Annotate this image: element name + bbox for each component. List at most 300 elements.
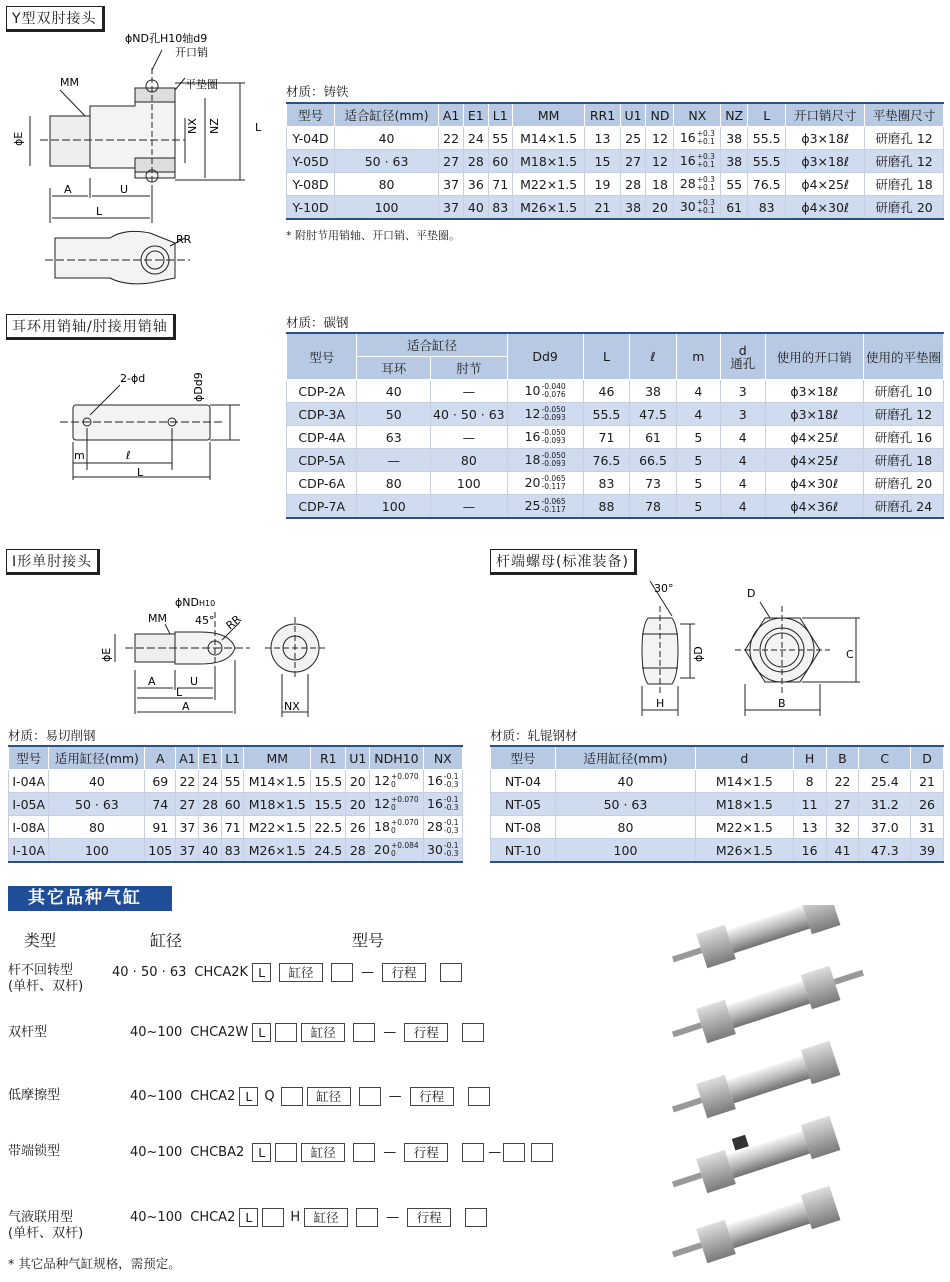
table-cell: 50 · 63 [335, 150, 439, 173]
table-cell: 61 [721, 196, 748, 220]
table-cell: 24 [199, 770, 221, 793]
table-cell: NT-04 [491, 770, 556, 793]
table-cell: 15 [585, 150, 620, 173]
table-cell: 20 -0.065 -0.117 [507, 472, 583, 495]
nut-th: 型号 [491, 746, 556, 770]
table-cell: 25 -0.065 -0.117 [507, 495, 583, 519]
table-cell: M18×1.5 [696, 793, 794, 816]
tolerance: -0.050 -0.093 [541, 428, 566, 446]
i-label-a: A [182, 700, 190, 713]
table-cell: 39 [911, 839, 944, 863]
table-cell: I-05A [9, 793, 49, 816]
table-cell: 47.3 [859, 839, 911, 863]
nut-th: B [826, 746, 859, 770]
table-cell: M18×1.5 [244, 793, 311, 816]
i-label-u1: U [190, 675, 199, 688]
table-cell: 12 -0.050 -0.093 [507, 403, 583, 426]
other-header-model: 型号 [352, 931, 385, 950]
table-cell: M22×1.5 [696, 816, 794, 839]
nut-label-D: D [747, 587, 756, 600]
table-cell: Y-10D [287, 196, 335, 220]
y-th: 适合缸径(mm) [335, 103, 439, 127]
table-cell: 28 +0.3 +0.1 [674, 173, 721, 196]
pin-table [286, 332, 944, 519]
pin-label-dd9: ϕDd9 [192, 372, 205, 402]
table-cell: 80 [357, 472, 431, 495]
table-cell: 18 +0.070 0 [370, 816, 423, 839]
table-cell: 22 [176, 770, 199, 793]
table-cell: 91 [145, 816, 176, 839]
table-cell: 研磨孔 20 [863, 472, 943, 495]
table-cell: 41 [826, 839, 859, 863]
table-cell: NT-10 [491, 839, 556, 863]
table-cell: 55 [488, 127, 512, 150]
table-row [287, 495, 944, 519]
table-cell: 40 · 50 · 63 [431, 403, 508, 426]
y-th: L1 [488, 103, 512, 127]
table-cell: 32 [826, 816, 859, 839]
y-th: A1 [439, 103, 464, 127]
pin-label-l: ℓ [126, 449, 131, 462]
i-th: NX [423, 746, 462, 770]
table-cell: 研磨孔 18 [865, 173, 944, 196]
table-cell: ϕ3×18ℓ [765, 380, 863, 403]
tolerance: -0.050 -0.093 [541, 451, 566, 469]
table-cell: 10 -0.040 -0.076 [507, 380, 583, 403]
pin-th-pin: 使用的开口销 [765, 333, 863, 380]
table-row [287, 127, 944, 150]
cylinder-image-2 [668, 956, 869, 1052]
table-cell: 25 [620, 127, 646, 150]
table-cell: 55.5 [748, 127, 786, 150]
table-cell: 13 [585, 127, 620, 150]
table-cell: 16 +0.3 +0.1 [674, 127, 721, 150]
table-cell: 31 [911, 816, 944, 839]
table-row [287, 380, 944, 403]
table-cell: 36 [464, 173, 488, 196]
table-cell: 83 [488, 196, 512, 220]
i-label-mm: MM [148, 612, 167, 625]
other-row-5: 40~100 CHCA2 L H 缸径 — 行程 [130, 1206, 487, 1228]
nut-table [490, 745, 944, 863]
table-cell: 73 [630, 472, 677, 495]
pin-th-l: ℓ [630, 333, 677, 380]
table-cell: 80 [555, 816, 695, 839]
table-cell: 28 [464, 150, 488, 173]
table-row [287, 150, 944, 173]
y-label-a1: A [64, 183, 72, 196]
section-title-y-joint: Y型双肘接头 [6, 6, 105, 32]
table-cell: 55.5 [748, 150, 786, 173]
table-cell: 18 [646, 173, 674, 196]
table-cell: 研磨孔 12 [863, 403, 943, 426]
i-th: 适用缸径(mm) [49, 746, 145, 770]
table-cell: 20 [346, 793, 370, 816]
y-th: 型号 [287, 103, 335, 127]
table-cell: 22 [439, 127, 464, 150]
tolerance: +0.3 +0.1 [696, 198, 715, 216]
table-row [287, 196, 944, 220]
table-cell: CDP-4A [287, 426, 357, 449]
pin-th-joint: 肘节 [431, 357, 508, 380]
section-title-nut: 杆端螺母(标准装备) [490, 549, 637, 575]
table-cell: 100 [357, 495, 431, 519]
pin-th-model: 型号 [287, 333, 357, 380]
table-cell: 27 [620, 150, 646, 173]
y-th: 开口销尺寸 [786, 103, 865, 127]
tolerance: -0.065 -0.117 [541, 497, 566, 515]
table-cell: 100 [555, 839, 695, 863]
table-row [491, 770, 944, 793]
table-cell: 研磨孔 12 [865, 150, 944, 173]
table-cell: 47.5 [630, 403, 677, 426]
table-cell: — [431, 380, 508, 403]
table-cell: Y-08D [287, 173, 335, 196]
table-cell: 研磨孔 18 [863, 449, 943, 472]
other-row-2: 40~100 CHCA2W L 缸径 — 行程 [130, 1021, 484, 1043]
other-type-2: 双杆型 [8, 1025, 48, 1040]
section-title-pin: 耳环用销轴/肘接用销轴 [6, 314, 176, 340]
table-cell: 37 [176, 816, 199, 839]
table-row [491, 816, 944, 839]
table-cell: 28 [620, 173, 646, 196]
i-joint-drawing [90, 592, 340, 722]
pin-th-d: d 通孔 [720, 333, 765, 380]
pin-drawing [40, 360, 280, 490]
y-label-pin: 开口销 [175, 46, 208, 59]
y-label-mm: MM [60, 76, 79, 89]
table-cell: 83 [748, 196, 786, 220]
pin-th-ring: 耳环 [357, 357, 431, 380]
table-cell: 5 [676, 449, 720, 472]
nut-label-C: C [846, 648, 854, 661]
other-row-1: 40 · 50 · 63 CHCA2K L 缸径 — 行程 [112, 961, 462, 983]
table-cell: 19 [585, 173, 620, 196]
other-type-3: 低摩擦型 [8, 1088, 61, 1103]
table-row [287, 173, 944, 196]
table-cell: 50 · 63 [555, 793, 695, 816]
table-cell: 16 -0.050 -0.093 [507, 426, 583, 449]
tolerance: +0.3 +0.1 [696, 152, 715, 170]
table-cell: 80 [431, 449, 508, 472]
table-cell: 46 [583, 380, 630, 403]
y-label-rr1: RR [176, 233, 192, 246]
table-cell: I-08A [9, 816, 49, 839]
table-cell: M14×1.5 [244, 770, 311, 793]
cylinder-image-3 [668, 1041, 841, 1128]
table-cell: — [357, 449, 431, 472]
i-label-a1: A [148, 675, 156, 688]
table-cell: I-10A [9, 839, 49, 863]
other-type-5: 气液联用型 (单杆、双杆) [8, 1210, 84, 1241]
y-label-u1: U [120, 183, 129, 196]
table-cell: 16 -0.1 -0.3 [423, 793, 462, 816]
table-cell: 60 [488, 150, 512, 173]
y-th: E1 [464, 103, 488, 127]
nut-th: 适用缸径(mm) [555, 746, 695, 770]
table-cell: 20 [346, 770, 370, 793]
table-cell: 66.5 [630, 449, 677, 472]
y-th: 平垫圈尺寸 [865, 103, 944, 127]
pin-th-L: L [583, 333, 630, 380]
table-cell: 40 [357, 380, 431, 403]
table-cell: 26 [911, 793, 944, 816]
table-cell: 61 [630, 426, 677, 449]
tolerance: +0.3 +0.1 [696, 129, 715, 147]
table-row [491, 793, 944, 816]
i-th: U1 [346, 746, 370, 770]
table-cell: 40 [199, 839, 221, 863]
table-cell: M14×1.5 [696, 770, 794, 793]
pin-label-m: m [74, 449, 85, 462]
table-cell: 4 [720, 472, 765, 495]
cylinder-image-5 [668, 1186, 841, 1273]
y-th: L [748, 103, 786, 127]
table-cell: 37 [439, 196, 464, 220]
pin-th-m: m [676, 333, 720, 380]
table-cell: 74 [145, 793, 176, 816]
table-cell: 15.5 [311, 770, 346, 793]
table-cell: 78 [630, 495, 677, 519]
table-cell: 24 [464, 127, 488, 150]
table-cell: CDP-5A [287, 449, 357, 472]
table-cell: 80 [49, 816, 145, 839]
table-cell: 55 [721, 173, 748, 196]
table-cell: M18×1.5 [512, 150, 584, 173]
table-cell: 12 +0.070 0 [370, 793, 423, 816]
table-cell: 26 [346, 816, 370, 839]
table-cell: 4 [676, 380, 720, 403]
y-label-nz: NZ [208, 118, 221, 134]
table-cell: 3 [720, 403, 765, 426]
table-cell: ϕ3×18ℓ [786, 150, 865, 173]
table-cell: 研磨孔 24 [863, 495, 943, 519]
table-cell: 76.5 [583, 449, 630, 472]
y-label-e1: ϕE [12, 131, 25, 146]
y-th: NZ [721, 103, 748, 127]
table-cell: 36 [199, 816, 221, 839]
nut-th: H [793, 746, 826, 770]
table-cell: 100 [335, 196, 439, 220]
table-cell: 105 [145, 839, 176, 863]
y-label-l1: L [96, 205, 103, 218]
i-label-deg: 45° [195, 614, 215, 627]
table-cell: 8 [793, 770, 826, 793]
i-label-e1: ϕE [100, 647, 113, 662]
table-row [9, 816, 463, 839]
table-cell: 37 [439, 173, 464, 196]
table-cell: ϕ4×25ℓ [765, 449, 863, 472]
cylinder-image-4 [665, 1108, 840, 1202]
other-banner: 其它品种气缸 [8, 886, 172, 911]
table-cell: M26×1.5 [512, 196, 584, 220]
table-cell: I-04A [9, 770, 49, 793]
table-cell: 24.5 [311, 839, 346, 863]
pin-label-hole: 2-ϕd [120, 372, 146, 385]
table-cell: 100 [49, 839, 145, 863]
table-cell: 22 [826, 770, 859, 793]
table-cell: 21 [585, 196, 620, 220]
other-header-type: 类型 [24, 931, 57, 950]
table-cell: 12 +0.070 0 [370, 770, 423, 793]
tolerance: +0.3 +0.1 [696, 175, 715, 193]
table-cell: Y-05D [287, 150, 335, 173]
table-cell: 15.5 [311, 793, 346, 816]
table-cell: 研磨孔 20 [865, 196, 944, 220]
i-label-rr1: RR [223, 612, 244, 633]
y-joint-table [286, 102, 944, 220]
table-row [491, 839, 944, 863]
table-cell: CDP-2A [287, 380, 357, 403]
table-cell: 71 [488, 173, 512, 196]
other-header-bore: 缸径 [150, 931, 183, 950]
table-cell: 71 [221, 816, 243, 839]
table-cell: 4 [720, 426, 765, 449]
table-cell: 50 · 63 [49, 793, 145, 816]
table-cell: NT-08 [491, 816, 556, 839]
y-note: * 附肘节用销轴、开口销、平垫圈。 [286, 229, 460, 242]
table-row [287, 403, 944, 426]
table-cell: ϕ4×30ℓ [765, 472, 863, 495]
table-cell: 76.5 [748, 173, 786, 196]
table-cell: 4 [720, 495, 765, 519]
i-th: A1 [176, 746, 199, 770]
table-cell: 16 -0.1 -0.3 [423, 770, 462, 793]
tolerance: -0.050 -0.093 [541, 405, 566, 423]
other-note: * 其它品种气缸规格，需预定。 [8, 1256, 181, 1271]
table-cell: M22×1.5 [512, 173, 584, 196]
table-cell: — [431, 495, 508, 519]
table-cell: — [431, 426, 508, 449]
table-cell: 69 [145, 770, 176, 793]
nut-label-d: ϕD [692, 646, 705, 662]
table-cell: 研磨孔 12 [865, 127, 944, 150]
y-th: ND [646, 103, 674, 127]
y-th: U1 [620, 103, 646, 127]
section-title-i-joint: I形单肘接头 [6, 549, 100, 575]
pin-label-L: L [137, 466, 144, 479]
y-material: 材质：铸铁 [286, 84, 349, 99]
y-label-washer: 平垫圈 [185, 78, 218, 91]
other-row-4: 40~100 CHCBA2 L 缸径 — 行程 — [130, 1141, 553, 1163]
table-cell: 37.0 [859, 816, 911, 839]
table-cell: ϕ4×25ℓ [765, 426, 863, 449]
i-th: A [145, 746, 176, 770]
table-cell: 100 [431, 472, 508, 495]
table-cell: 27 [176, 793, 199, 816]
table-cell: 研磨孔 10 [863, 380, 943, 403]
nut-label-B: B [778, 697, 786, 710]
pin-th-washer: 使用的平垫圈 [863, 333, 943, 380]
table-row [9, 839, 463, 863]
table-cell: CDP-6A [287, 472, 357, 495]
pin-th-dd9: Dd9 [507, 333, 583, 380]
table-cell: 71 [583, 426, 630, 449]
y-th: MM [512, 103, 584, 127]
i-th: L1 [221, 746, 243, 770]
table-cell: 4 [676, 403, 720, 426]
table-cell: 27 [439, 150, 464, 173]
table-row [287, 426, 944, 449]
tolerance: -0.040 -0.076 [541, 382, 566, 400]
table-cell: 40 [49, 770, 145, 793]
table-cell: 38 [630, 380, 677, 403]
table-cell: M22×1.5 [244, 816, 311, 839]
table-cell: 18 -0.050 -0.093 [507, 449, 583, 472]
nut-drawing [620, 576, 880, 718]
table-cell: 40 [555, 770, 695, 793]
table-cell: 5 [676, 472, 720, 495]
table-cell: 40 [335, 127, 439, 150]
table-cell: 20 [646, 196, 674, 220]
table-cell: 38 [620, 196, 646, 220]
nut-th: C [859, 746, 911, 770]
table-cell: M26×1.5 [244, 839, 311, 863]
table-row [9, 793, 463, 816]
table-cell: 12 [646, 127, 674, 150]
table-cell: ϕ3×18ℓ [786, 127, 865, 150]
table-cell: 22.5 [311, 816, 346, 839]
table-cell: 25.4 [859, 770, 911, 793]
table-cell: 88 [583, 495, 630, 519]
table-cell: 30 -0.1 -0.3 [423, 839, 462, 863]
table-cell: 83 [583, 472, 630, 495]
pin-material: 材质：碳钢 [286, 315, 349, 330]
table-cell: 20 +0.084 0 [370, 839, 423, 863]
y-label-nd: ϕND孔H10轴d9 [125, 32, 208, 45]
table-row [287, 449, 944, 472]
table-cell: 60 [221, 793, 243, 816]
table-cell: M26×1.5 [696, 839, 794, 863]
table-cell: 3 [720, 380, 765, 403]
table-cell: Y-04D [287, 127, 335, 150]
table-cell: 28 -0.1 -0.3 [423, 816, 462, 839]
nut-th: d [696, 746, 794, 770]
table-cell: CDP-3A [287, 403, 357, 426]
cylinder-image-1 [668, 905, 841, 978]
i-label-l1: L [176, 686, 183, 699]
table-cell: 83 [221, 839, 243, 863]
i-joint-table [8, 745, 463, 863]
table-cell: 80 [335, 173, 439, 196]
i-th: 型号 [9, 746, 49, 770]
table-cell: 30 +0.3 +0.1 [674, 196, 721, 220]
table-cell: 28 [199, 793, 221, 816]
other-type-1: 杆不回转型 (单杆、双杆) [8, 963, 84, 994]
i-th: E1 [199, 746, 221, 770]
nut-label-h: H [656, 697, 665, 710]
table-cell: 研磨孔 16 [863, 426, 943, 449]
pin-th-fit: 适合缸径 [357, 333, 507, 357]
y-th: NX [674, 103, 721, 127]
table-cell: CDP-7A [287, 495, 357, 519]
y-label-l: L [255, 121, 262, 134]
table-cell: 11 [793, 793, 826, 816]
other-row-3: 40~100 CHCA2 L Q 缸径 — 行程 [130, 1085, 490, 1107]
nut-material: 材质：轧锟钢材 [490, 728, 578, 743]
nut-th: D [911, 746, 944, 770]
i-th: R1 [311, 746, 346, 770]
table-cell: 55 [221, 770, 243, 793]
i-th: NDH10 [370, 746, 423, 770]
table-cell: 31.2 [859, 793, 911, 816]
table-cell: 28 [346, 839, 370, 863]
table-cell: ϕ4×30ℓ [786, 196, 865, 220]
table-row [9, 770, 463, 793]
table-cell: NT-05 [491, 793, 556, 816]
i-label-nd: ϕNDH10 [175, 596, 216, 609]
table-cell: 5 [676, 495, 720, 519]
